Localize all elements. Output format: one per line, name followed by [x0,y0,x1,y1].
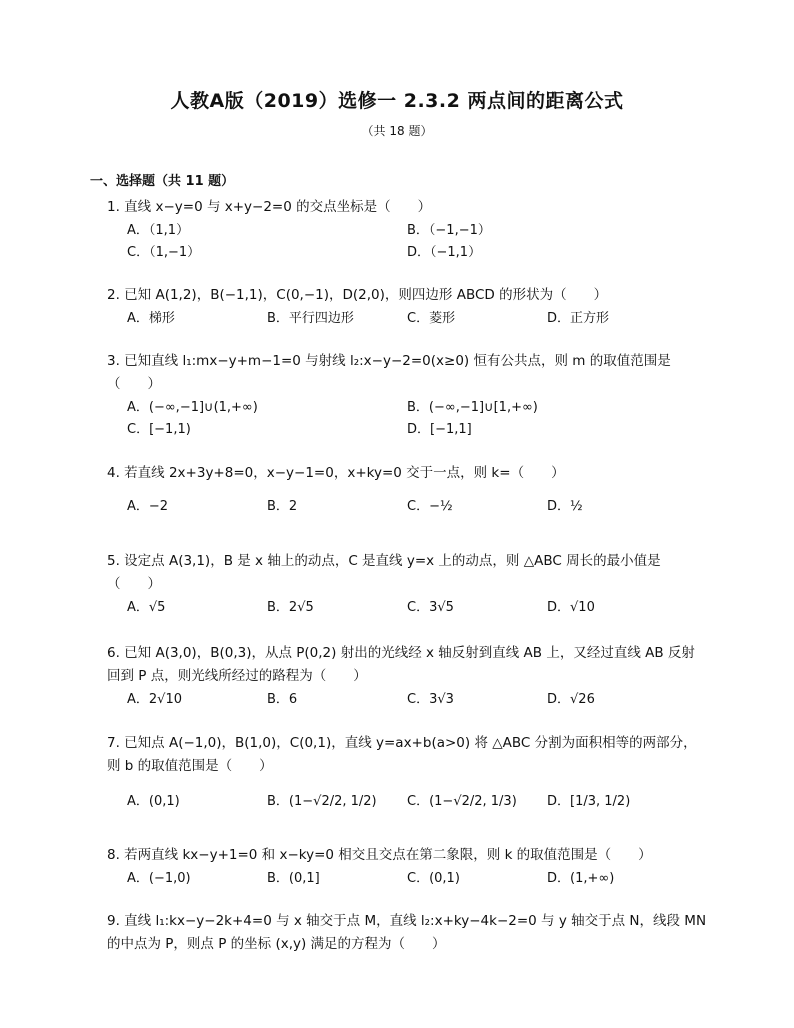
option-c[interactable]: C．[−1,1) [127,422,191,437]
question-stem: 1. 直线 x−y=0 与 x+y−2=0 的交点坐标是（ ） [107,199,432,215]
options [107,241,707,263]
option-d[interactable]: D．（−1,1） [407,245,482,260]
section-heading: 一、选择题（共 11 题） [90,174,235,189]
question-4 [107,462,707,517]
question-8 [107,844,707,889]
options [107,396,707,418]
question-5 [107,550,707,618]
option-b[interactable]: B．平行四边形 [267,311,354,326]
question-7 [107,732,707,812]
options [107,219,707,241]
option-b[interactable]: B．6 [267,692,298,707]
question-stem: 5. 设定点 A(3,1)，B 是 x 轴上的动点，C 是直线 y=x 上的动点，则 △ABC 周长的最小值是（ ） [107,553,661,592]
question-stem: 6. 已知 A(3,0)，B(0,3)，从点 P(0,2) 射出的光线经 x 轴反射到直线 AB 上，又经过直线 AB 反射回到 P 点，则光线所经过的路程为（ ） [107,645,695,684]
question-stem: 2. 已知 A(1,2)，B(−1,1)，C(0,−1)，D(2,0)，则四边形 ABCD 的形状为（ ） [107,287,608,303]
option-a[interactable]: A．(−∞,−1]∪(1,+∞) [127,400,258,415]
question-stem: 4. 若直线 2x+3y+8=0，x−y−1=0，x+ky=0 交于一点，则 k=（ ） [107,465,565,481]
option-d[interactable]: D．(1,+∞) [547,871,615,886]
question-stem: 9. 直线 l₁:kx−y−2k+4=0 与 x 轴交于点 M，直线 l₂:x+ky−4k−2=0 与 y 轴交于点 N，线段 MN 的中点为 P，则点 P 的坐标 (x,y) 满足的方程为（ ） [107,913,707,952]
option-a[interactable]: A．(0,1) [127,794,180,809]
options [107,596,707,618]
option-c[interactable]: C．3√5 [407,600,454,615]
options [107,688,707,710]
options [107,495,707,517]
option-a[interactable]: A．2√10 [127,692,182,707]
option-d[interactable]: D．√10 [547,600,595,615]
option-a[interactable]: A．梯形 [127,311,175,326]
document-title: 人教A版（2019）选修一 2.3.2 两点间的距离公式 [170,90,624,112]
option-a[interactable]: A．√5 [127,600,166,615]
question-stem: 8. 若两直线 kx−y+1=0 和 x−ky=0 相交且交点在第二象限，则 k 的取值范围是（ ） [107,847,652,863]
option-d[interactable]: D．正方形 [547,311,610,326]
option-c[interactable]: C．(0,1) [407,871,460,886]
options [107,418,707,440]
question-stem: 7. 已知点 A(−1,0)，B(1,0)，C(0,1)，直线 y=ax+b(a>0) 将 △ABC 分割为面积相等的两部分，则 b 的取值范围是（ ） [107,735,697,774]
option-c[interactable]: C．3√3 [407,692,454,707]
options [107,867,707,889]
option-c[interactable]: C．−½ [407,499,453,514]
option-b[interactable]: B．（−1,−1） [407,223,491,238]
option-b[interactable]: B．(0,1] [267,871,320,886]
options [107,307,707,329]
option-b[interactable]: B．2 [267,499,298,514]
option-d[interactable]: D．[−1,1] [407,422,472,437]
option-c[interactable]: C．菱形 [407,311,456,326]
question-1 [107,196,707,263]
question-stem: 3. 已知直线 l₁:mx−y+m−1=0 与射线 l₂:x−y−2=0(x≥0) 恒有公共点，则 m 的取值范围是（ ） [107,353,671,392]
question-2 [107,284,707,329]
option-a[interactable]: A．（1,1） [127,223,190,238]
question-count: （共 18 题） [361,124,433,138]
options [107,790,707,812]
option-b[interactable]: B．2√5 [267,600,314,615]
option-c[interactable]: C．（1,−1） [127,245,201,260]
option-d[interactable]: D．½ [547,499,583,514]
option-a[interactable]: A．−2 [127,499,169,514]
question-9 [107,910,707,956]
question-6 [107,642,707,710]
option-b[interactable]: B．(−∞,−1]∪[1,+∞) [407,400,538,415]
option-c[interactable]: C．(1−√2/2, 1/3) [407,794,517,809]
option-b[interactable]: B．(1−√2/2, 1/2) [267,794,377,809]
option-d[interactable]: D．[1/3, 1/2) [547,794,631,809]
question-3 [107,350,707,440]
option-a[interactable]: A．(−1,0) [127,871,191,886]
option-d[interactable]: D．√26 [547,692,595,707]
